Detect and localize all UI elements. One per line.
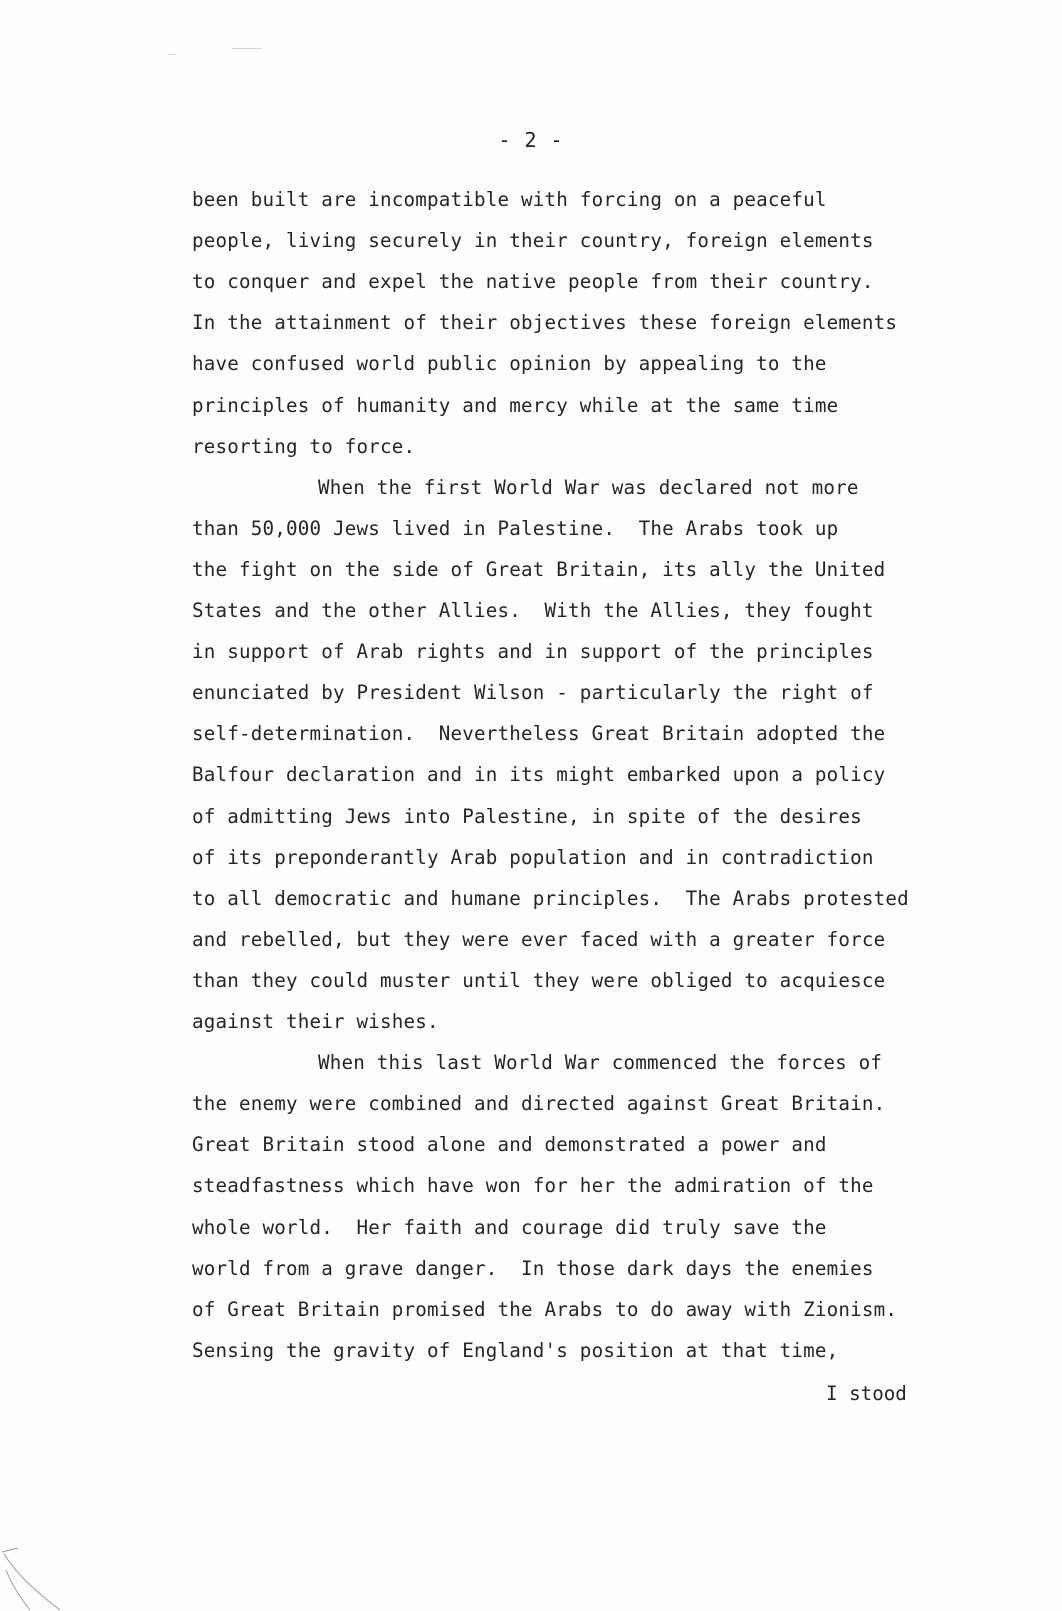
text-line: In the attainment of their objectives these foreign elements [192,311,898,334]
text-line: against their wishes. [192,1010,439,1033]
text-line: enunciated by President Wilson - particularly the right of [192,681,874,704]
text-line: to all democratic and humane principles. The Arabs protested [192,887,909,910]
text-line: in support of Arab rights and in support of the principles [192,640,874,663]
text-line: to conquer and expel the native people from their country. [192,270,874,293]
text-line: the enemy were combined and directed against Great Britain. [192,1092,886,1115]
text-line: people, living securely in their country, foreign elements [192,229,874,252]
text-line: States and the other Allies. With the Allies, they fought [192,599,874,622]
text-line: self-determination. Nevertheless Great Britain adopted the [192,722,886,745]
text-line: than 50,000 Jews lived in Palestine. The Arabs took up [192,517,839,540]
text-line: steadfastness which have won for her the admiration of the [192,1174,874,1197]
text-line: have confused world public opinion by appealing to the [192,352,827,375]
top-left-scuff-mark-small [168,54,176,55]
page-number: - 2 - [498,128,564,152]
text-line: When the first World War was declared not more [318,476,859,499]
catchword: I stood [826,1382,907,1405]
text-line: of admitting Jews into Palestine, in spite of the desires [192,805,862,828]
text-line: Great Britain stood alone and demonstrated a power and [192,1133,827,1156]
text-line: When this last World War commenced the forces of [318,1051,883,1074]
page-corner-fold-mark [0,1540,80,1611]
text-line: been built are incompatible with forcing on a peaceful [192,188,827,211]
text-line: Balfour declaration and in its might embarked upon a policy [192,763,886,786]
text-line: than they could muster until they were obliged to acquiesce [192,969,886,992]
top-left-scuff-mark [232,48,262,49]
text-line: world from a grave danger. In those dark days the enemies [192,1257,874,1280]
text-line: principles of humanity and mercy while at the same time [192,394,839,417]
text-line: Sensing the gravity of England's position at that time, [192,1339,839,1362]
text-line: the fight on the side of Great Britain, its ally the United [192,558,886,581]
text-line: of its preponderantly Arab population and in contradiction [192,846,874,869]
text-line: and rebelled, but they were ever faced with a greater force [192,928,886,951]
text-line: of Great Britain promised the Arabs to do away with Zionism. [192,1298,898,1321]
text-line: resorting to force. [192,435,416,458]
text-line: whole world. Her faith and courage did truly save the [192,1216,827,1239]
